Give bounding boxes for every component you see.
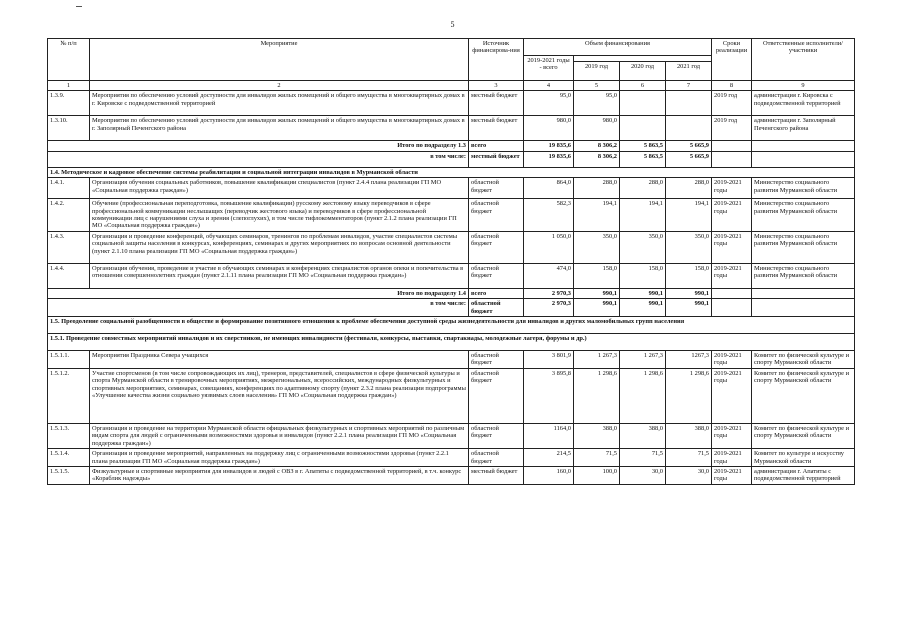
subtotal-2021: 5 665,9 [666,141,712,151]
header-2021: 2021 год [666,61,712,80]
row-responsible: администрация г. Заполярный Печенгского района [752,116,855,141]
col-number: 9 [752,81,855,91]
subtotal-blank [752,299,855,317]
table-row [48,449,855,467]
subtotal-total: 2 970,3 [524,288,574,298]
row-event: Организация и проведение на территории Мурманской области официальных физкультурных и спортивных мероприятий по различным видам спорта для людей с ограниченными возможностями здоровья и инвалидов (пункт 2.2.1 плана реализации ГП МО «Социальная поддержка граждан») [90,423,469,448]
subsection-row [48,334,855,351]
row-responsible: администрация г. Кировска с подведомственной территорией [752,91,855,116]
subtotal-row [48,151,855,167]
row-event: Физкультурные и спортивные мероприятия для инвалидов и людей с ОВЗ в г. Апатиты с подведомственной территорией, в т.ч. конкурс «Кораблик надежды» [90,466,469,484]
row-2019: 100,0 [574,466,620,484]
col-number: 1 [48,81,90,91]
row-total: 160,0 [524,466,574,484]
header-event: Мероприятие [90,39,469,81]
header-funding: Объем финансирования [524,39,712,56]
subtotal-2019: 990,1 [574,299,620,317]
subtotal-2020: 5 863,5 [620,151,666,167]
row-num: 1.3.10. [48,116,90,141]
row-num: 1.4.2. [48,199,90,232]
row-2020: 288,0 [620,178,666,199]
row-2019: 95,0 [574,91,620,116]
row-2021 [666,91,712,116]
row-2020: 1 298,6 [620,368,666,423]
subtotal-label: в том числе: [48,151,469,167]
row-2020: 350,0 [620,231,666,263]
subtotal-2020: 990,1 [620,288,666,298]
section-title: 1.5. Преодоление социальной разобщенности в обществе и формирование позитивного отношения к проблеме обеспечения доступной среды жизнедеятельности для инвалидов и других маломобильных групп населения [48,317,855,334]
row-responsible: Министерство социального развития Мурманской области [752,199,855,232]
row-2019: 71,5 [574,449,620,467]
row-num: 1.4.4. [48,263,90,288]
row-2021: 1 298,6 [666,368,712,423]
funding-table [47,38,855,485]
row-responsible: Комитет по физической культуре и спорту Мурманской области [752,423,855,448]
row-total: 864,0 [524,178,574,199]
subtotal-blank [752,151,855,167]
subtotal-blank [752,288,855,298]
subtotal-source: местный бюджет [469,151,524,167]
section-row [48,167,855,177]
subtotal-total: 2 970,3 [524,299,574,317]
row-deadline: 2019 год [712,91,752,116]
row-responsible: Министерство социального развития Мурманской области [752,231,855,263]
subtotal-label: Итого по подразделу 1.4 [48,288,469,298]
row-2021: 158,0 [666,263,712,288]
subtotal-source: областной бюджет [469,299,524,317]
subtotal-source: всего [469,141,524,151]
row-2019: 1 298,6 [574,368,620,423]
col-number: 2 [90,81,469,91]
row-2021: 71,5 [666,449,712,467]
col-number: 7 [666,81,712,91]
row-event: Обучение (профессиональная переподготовка, повышение квалификации) русскому жестовому языку переводчиков в сфере профессиональной коммуникации неслышащих (переводчик жестового языка) и переводчиков в сфере профессиональной коммуникации лиц с нарушениями слуха и зрения (слепоглухих), в том числе тифлокомментаторов (пункт 2.1.2 плана реализации ГП МО «Социальная поддержка граждан») [90,199,469,232]
row-source: областной бюджет [469,231,524,263]
row-2020: 30,0 [620,466,666,484]
subtotal-label: Итого по подразделу 1.3 [48,141,469,151]
row-event: Организация обучения, проведение и участие в обучающих семинарах и конференциях специалистов органов опеки и попечительства в отношении совершеннолетних граждан (пункт 2.1.11 плана реализации ГП МО «Социальная поддержка граждан») [90,263,469,288]
table-row [48,231,855,263]
section-title: 1.5.1. Проведение совместных мероприятий инвалидов и их сверстников, не имеющих инвалидности (фестиваля, конкурсы, выставки, спартакиады, молодежные лагеря, форумы и др.) [48,334,855,351]
row-2020: 194,1 [620,199,666,232]
row-2019: 288,0 [574,178,620,199]
row-deadline: 2019-2021 годы [712,178,752,199]
row-total: 1164,0 [524,423,574,448]
row-2019: 194,1 [574,199,620,232]
table-row [48,199,855,232]
col-number: 3 [469,81,524,91]
row-total: 3 801,9 [524,351,574,369]
col-number: 5 [574,81,620,91]
row-source: областной бюджет [469,199,524,232]
row-num: 1.4.3. [48,231,90,263]
row-2020: 158,0 [620,263,666,288]
row-total: 95,0 [524,91,574,116]
subtotal-blank [752,141,855,151]
subtotal-2020: 990,1 [620,299,666,317]
subtotal-total: 19 835,6 [524,151,574,167]
scan-mark [76,6,82,7]
table-row [48,351,855,369]
row-deadline: 2019 год [712,116,752,141]
row-2019: 158,0 [574,263,620,288]
row-source: местный бюджет [469,91,524,116]
table-row [48,178,855,199]
header-responsible: Ответственные исполнители/участники [752,39,855,81]
header-total: 2019-2021 годы - всего [524,56,574,81]
row-source: областной бюджет [469,351,524,369]
row-deadline: 2019-2021 годы [712,423,752,448]
row-event: Организация и проведение конференций, обучающих семинаров, тренингов по проблемам инвалидов, участие специалистов системы социальной защиты населения в конкурсах, конференциях, семинарах и других мероприятиях по вопросам основной деятельности (пункт 2.1.10 плана реализации ГП МО «Социальная поддержка граждан») [90,231,469,263]
table-row [48,263,855,288]
row-deadline: 2019-2021 годы [712,368,752,423]
subtotal-row [48,141,855,151]
subtotal-source: всего [469,288,524,298]
row-num: 1.5.1.5. [48,466,90,484]
row-responsible: Комитет по физической культуре и спорту Мурманской области [752,368,855,423]
row-source: областной бюджет [469,178,524,199]
subtotal-blank [712,141,752,151]
row-event: Организация и проведение мероприятий, направленных на поддержку лиц с ограниченными возможностями здоровья (пункт 2.2.1 плана реализации ГП МО «Социальная поддержка граждан») [90,449,469,467]
subtotal-row [48,288,855,298]
row-source: областной бюджет [469,449,524,467]
table-row [48,466,855,484]
row-responsible: Комитет по физической культуре и спорту Мурманской области [752,351,855,369]
subtotal-label: в том числе: [48,299,469,317]
row-2019: 1 267,3 [574,351,620,369]
subtotal-2021: 990,1 [666,288,712,298]
page-number: 5 [450,20,455,29]
table-row [48,91,855,116]
row-deadline: 2019-2021 годы [712,449,752,467]
row-total: 214,5 [524,449,574,467]
subtotal-2021: 5 665,9 [666,151,712,167]
row-total: 3 895,8 [524,368,574,423]
subtotal-2020: 5 863,5 [620,141,666,151]
row-deadline: 2019-2021 годы [712,466,752,484]
header-deadline: Сроки реализации [712,39,752,81]
row-num: 1.4.1. [48,178,90,199]
row-2021: 288,0 [666,178,712,199]
section-title: 1.4. Методическое и кадровое обеспечение системы реабилитации и социальной интеграции инвалидов в Мурманской области [48,167,855,177]
row-2019: 388,0 [574,423,620,448]
header-num: № п/п [48,39,90,81]
row-2020: 71,5 [620,449,666,467]
row-deadline: 2019-2021 годы [712,351,752,369]
row-deadline: 2019-2021 годы [712,231,752,263]
row-source: областной бюджет [469,263,524,288]
header-row [48,39,855,56]
header-2019: 2019 год [574,61,620,80]
row-responsible: Министерство социального развития Мурманской области [752,178,855,199]
row-num: 1.5.1.1. [48,351,90,369]
subtotal-2019: 8 306,2 [574,151,620,167]
row-deadline: 2019-2021 годы [712,199,752,232]
table-row [48,423,855,448]
row-event: Мероприятия по обеспечению условий доступности для инвалидов жилых помещений и общего имущества в многоквартирных домах в г. Кировске с подведомственной территорией [90,91,469,116]
table-row [48,116,855,141]
row-num: 1.5.1.3. [48,423,90,448]
header-2020: 2020 год [620,61,666,80]
subtotal-2021: 990,1 [666,299,712,317]
col-number: 4 [524,81,574,91]
row-2020: 1 267,3 [620,351,666,369]
column-number-row [48,81,855,91]
row-event: Мероприятия Праздника Севера учащихся [90,351,469,369]
section-row [48,317,855,334]
row-deadline: 2019-2021 годы [712,263,752,288]
subtotal-blank [712,151,752,167]
subtotal-blank [712,299,752,317]
row-2020: 388,0 [620,423,666,448]
col-number: 8 [712,81,752,91]
row-responsible: Министерство социального развития Мурманской области [752,263,855,288]
row-source: областной бюджет [469,368,524,423]
row-event: Организация обучения социальных работников, повышение квалификации специалистов (пункт 2.4.4 плана реализации ГП МО «Социальная поддержка граждан») [90,178,469,199]
table-row [48,368,855,423]
row-2019: 350,0 [574,231,620,263]
row-source: местный бюджет [469,116,524,141]
row-event: Мероприятия по обеспечению условий доступности для инвалидов жилых помещений и общего имущества в многоквартирных домах в г. Заполярный Печенгского района [90,116,469,141]
row-2020 [620,91,666,116]
row-event: Участие спортсменов (в том числе сопровождающих их лиц), тренеров, представителей, специалистов в сфере физической культуры и спорта Мурманской области в тренировочных мероприятиях, межрегиональных, всероссийских, международных физкультурных и спортивных мероприятиях, семинарах, совещаниях, конференциях по адаптивному спорту (пункт 2.3.2 плана реализации подпрограммы «Улучшение качества жизни социально уязвимых слоев населения» ГП МО «Социальная поддержка граждан») [90,368,469,423]
header-source: Источник финансирова-ния [469,39,524,81]
row-source: областной бюджет [469,423,524,448]
row-source: местный бюджет [469,466,524,484]
subtotal-row [48,299,855,317]
row-num: 1.3.9. [48,91,90,116]
subtotal-2019: 8 306,2 [574,141,620,151]
row-2019: 980,0 [574,116,620,141]
row-2021: 388,0 [666,423,712,448]
row-total: 980,0 [524,116,574,141]
row-total: 582,3 [524,199,574,232]
row-responsible: Комитет по культуре и искусству Мурманской области [752,449,855,467]
row-2021: 30,0 [666,466,712,484]
col-number: 6 [620,81,666,91]
row-responsible: администрация г. Апатиты с подведомственной территорией [752,466,855,484]
subtotal-total: 19 835,6 [524,141,574,151]
row-total: 1 050,0 [524,231,574,263]
row-2021: 194,1 [666,199,712,232]
row-2021: 350,0 [666,231,712,263]
subtotal-blank [712,288,752,298]
row-2021 [666,116,712,141]
row-2020 [620,116,666,141]
row-num: 1.5.1.2. [48,368,90,423]
row-num: 1.5.1.4. [48,449,90,467]
row-total: 474,0 [524,263,574,288]
subtotal-2019: 990,1 [574,288,620,298]
row-2021: 1267,3 [666,351,712,369]
